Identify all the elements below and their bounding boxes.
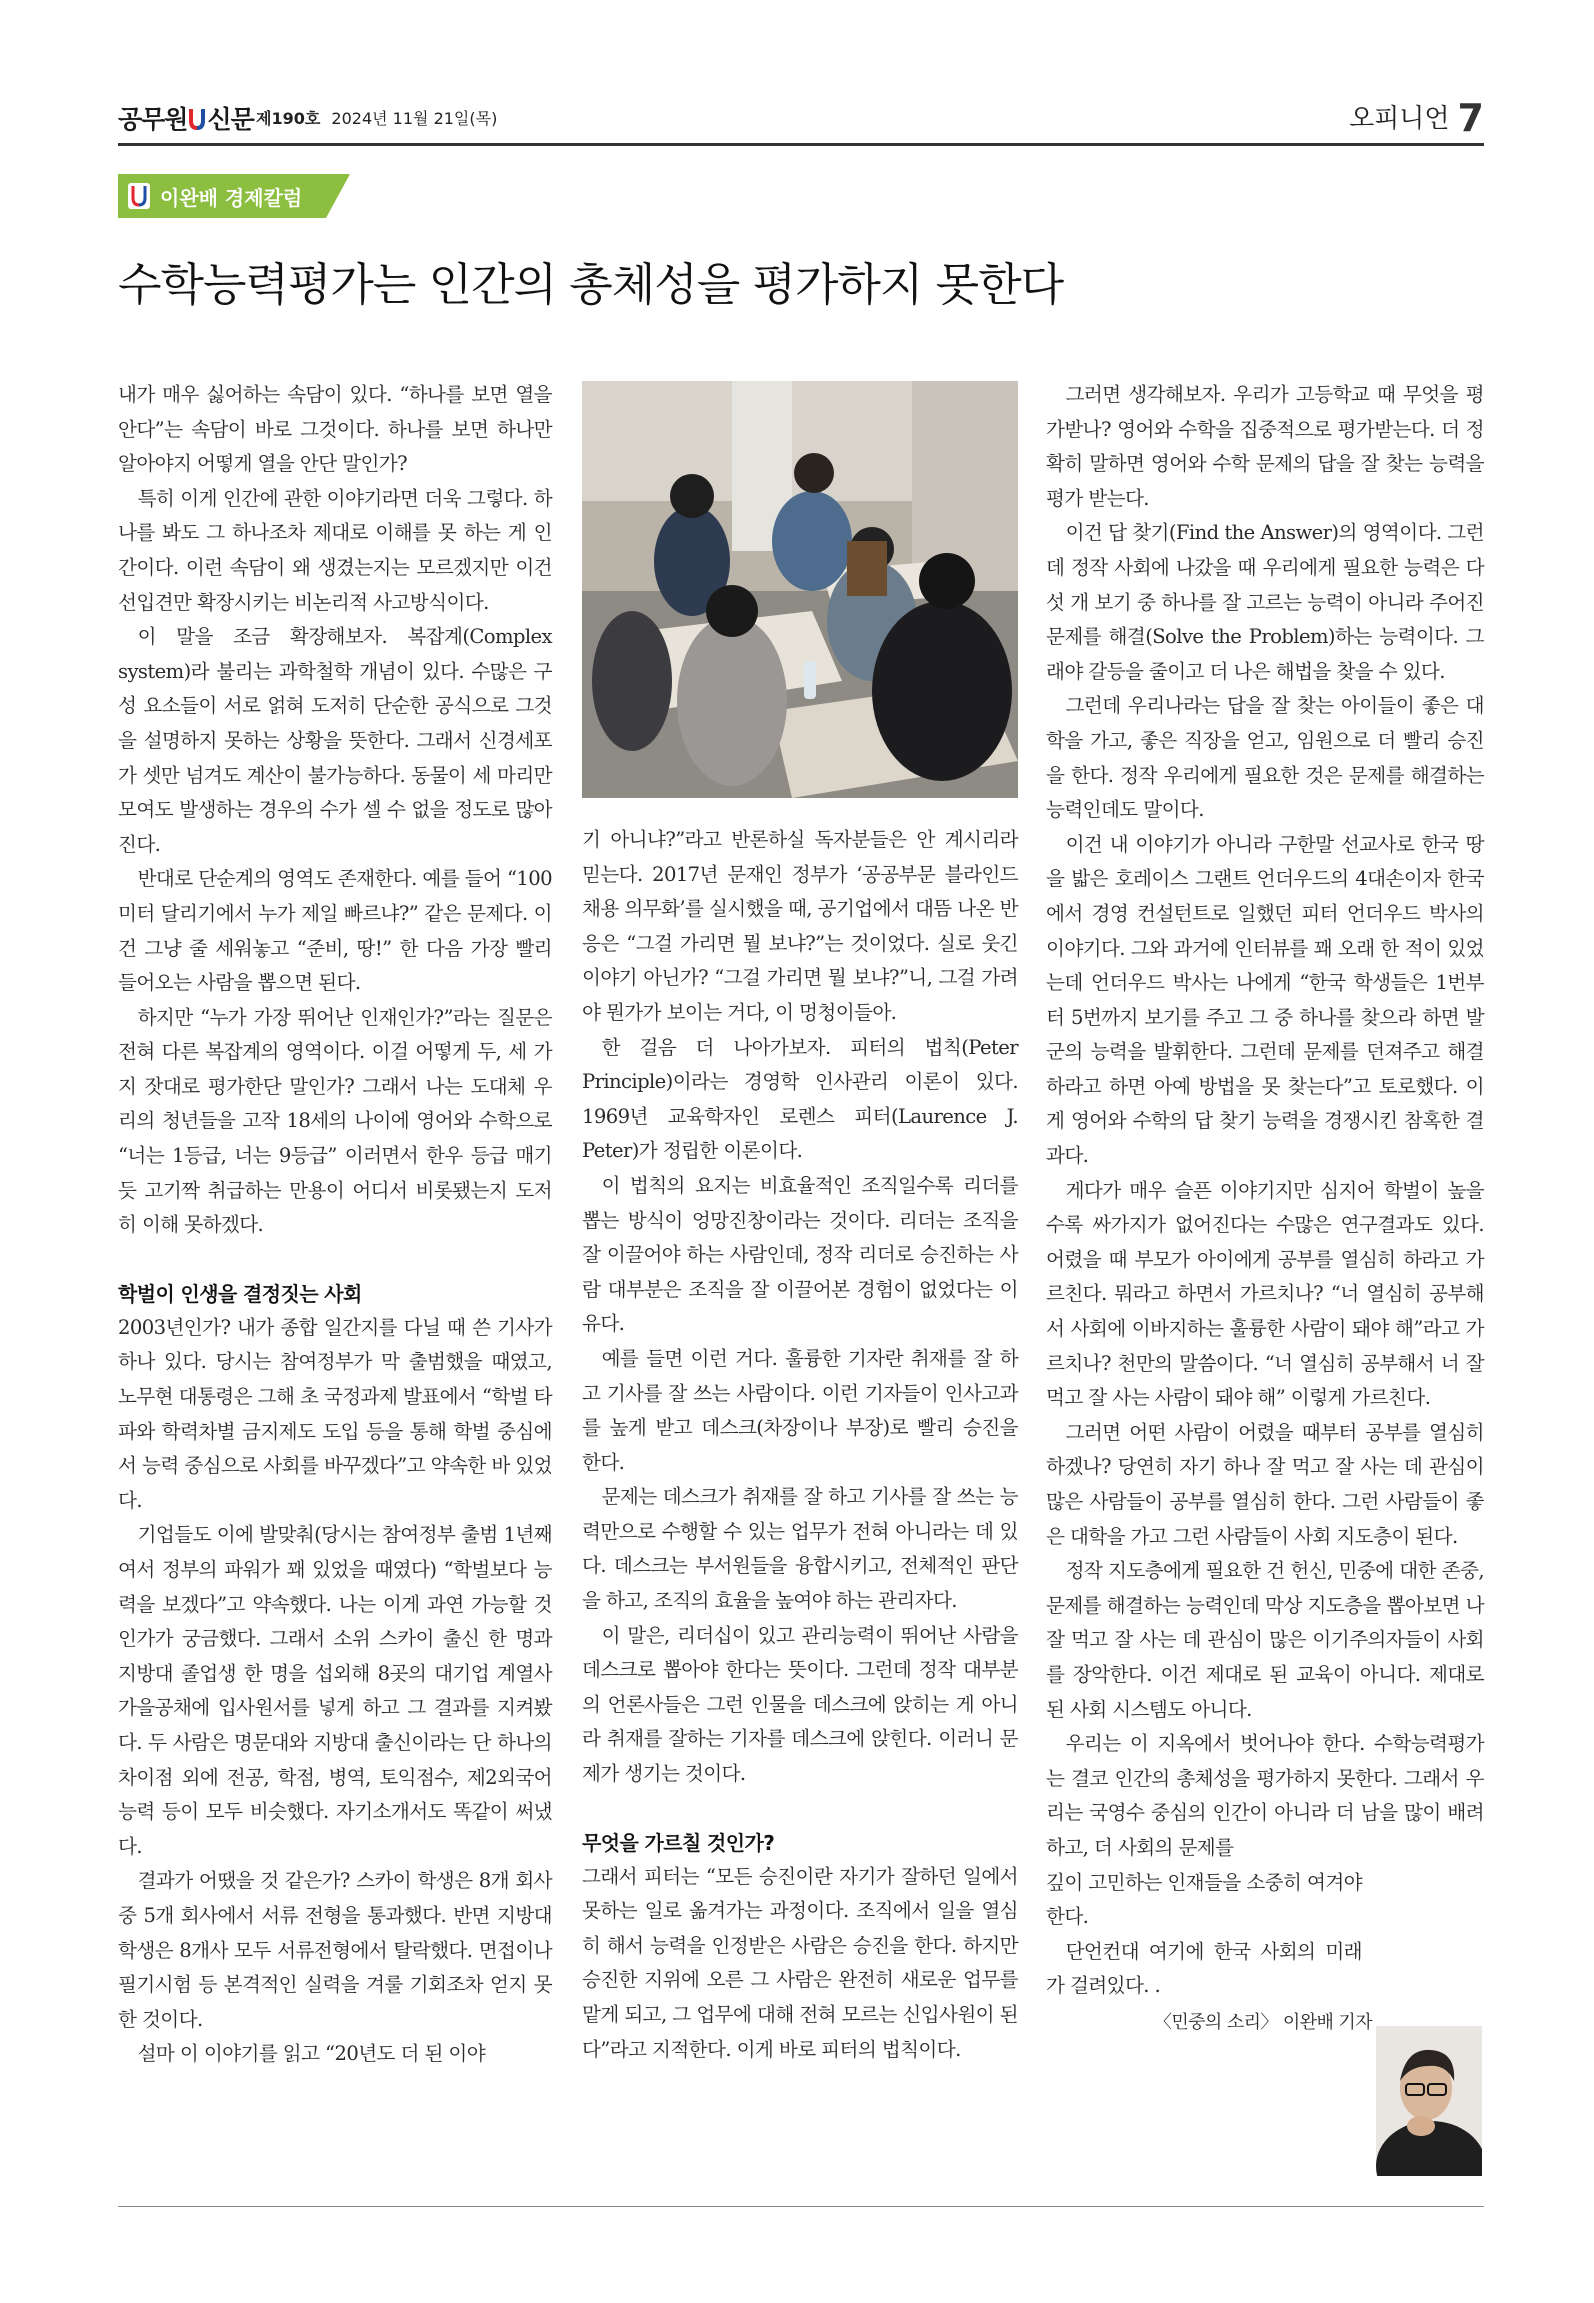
page-number: 7 (1457, 96, 1484, 140)
issue-info (256, 106, 497, 129)
section-name: 오피니언 (1349, 104, 1450, 134)
article-headline: 수학능력평가는 인간의 총체성을 평가하지 못한다 (118, 258, 1064, 311)
paragraph: 기업들도 이에 발맞춰(당시는 참여정부 출범 1년째여서 정부의 파워가 꽤 있었을 때였다) “학벌보다 능력을 보겠다”고 약속했다. 나는 이게 과연 가능할 것인가가 궁금했다. 그래서 소위 스카이 출신 한 명과 지방대 졸업생 한 명을 섭외해 8곳의 대기업 계열사 가을공채에 입사원서를 넣게 하고 그 결과를 지켜봤다. 두 사람은 명문대와 지방대 출신이라는 단 하나의 차이점 외에 전공, 학점, 병역, 토익점수, 제2외국어 능력 등이 모두 비슷했다. 자기소개서도 똑같이 써냈다. (118, 1523, 552, 1858)
masthead-rule (118, 143, 1484, 146)
paragraph: 예를 들면 이런 거다. 훌륭한 기자란 취재를 잘 하고 기사를 잘 쓰는 사람이다. 이런 기자들이 인사고과를 높게 받고 데스크(차장이나 부장)로 빨리 승진을 한다. (582, 1346, 1018, 1474)
paragraph: 그래서 피터는 “모든 승진이란 자기가 잘하던 일에서 못하는 일로 옮겨가는 과정이다. 조직에서 일을 열심히 해서 능력을 인정받은 사람은 승진을 한다. 하지만 승진한 지위에 오른 그 사람은 완전히 새로운 업무를 맡게 되고, 그 업무에 대해 전혀 모르는 신입사원이 된다”라고 지적한다. 이게 바로 피터의 법칙이다. (582, 1864, 1018, 2061)
paragraph: 그러면 생각해보자. 우리가 고등학교 때 무엇을 평가받나? 영어와 수학을 집중적으로 평가받는다. 더 정확히 말하면 영어와 수학 문제의 답을 잘 찾는 능력을 평가 받는다. (1046, 383, 1484, 510)
column-tag-label: 이완배 경제칼럼 (160, 186, 303, 210)
paragraph: 반대로 단순계의 영역도 존재한다. 예를 들어 “100미터 달리기에서 누가 제일 빠르냐?” 같은 문제다. 이건 그냥 줄 세워놓고 “준비, 땅!” 한 다음 가장 빨리 들어오는 사람을 뽑으면 된다. (118, 867, 552, 995)
paragraph: 결과가 어땠을 것 같은가? 스카이 학생은 8개 회사 중 5개 회사에서 서류 전형을 통과했다. 반면 지방대 학생은 8개사 모두 서류전형에서 탈락했다. 면접이나 필기시험 등 본격적인 실력을 겨룰 기회조차 얻지 못한 것이다. (118, 1869, 552, 2031)
newspaper-logo (118, 100, 254, 136)
paragraph: 설마 이 이야기를 읽고 “20년도 더 된 이야 (137, 2042, 486, 2066)
author-portrait (1376, 2026, 1482, 2176)
paragraph: 2003년인가? 내가 종합 일간지를 다닐 때 쓴 기사가 하나 있다. 당시는 참여정부가 막 출범했을 때였고, 노무현 대통령은 그해 초 국정과제 발표에서 “학벌 타파와 학력차별 금지제도 도입 등을 통해 학벌 중심에서 능력 중심으로 사회를 바꾸겠다”고 약속한 바 있었다. (118, 1315, 552, 1512)
paragraph: 그런데 우리나라는 답을 잘 찾는 아이들이 좋은 대학을 가고, 좋은 직장을 얻고, 임원으로 더 빨리 승진을 한다. 정작 우리에게 필요한 것은 문제를 해결하는 능력인데도 말이다. (1046, 694, 1484, 822)
paragraph: 이건 답 찾기(Find the Answer)의 영역이다. 그런데 정작 사회에 나갔을 때 우리에게 필요한 능력은 다섯 개 보기 중 하나를 잘 고르는 능력이 아니라 주어진 문제를 해결(Solve the Problem)하는 능력이다. 그래야 갈등을 줄이고 더 나은 해법을 찾을 수 있다. (1046, 521, 1484, 683)
paragraph: 게다가 매우 슬픈 이야기지만 심지어 학벌이 높을수록 싸가지가 없어진다는 수많은 연구결과도 있다. 어렸을 때 부모가 아이에게 공부를 열심히 하라고 가르친다. 뭐라고 하면서 가르치나? “너 열심히 공부해서 사회에 이바지하는 훌륭한 사람이 돼야 해”라고 가르치나? 천만의 말씀이다. “너 열심히 공부해서 너 잘 먹고 잘 사는 사람이 돼야 해” 이렇게 가르친다. (1046, 1178, 1484, 1410)
subheading: 무엇을 가르칠 것인가? (582, 1830, 775, 1855)
paragraph: 이 말은, 리더십이 있고 관리능력이 뛰어난 사람을 데스크로 뽑아야 한다는 뜻이다. 그런데 정작 대부분의 언론사들은 그런 인물을 데스크에 앉히는 게 아니라 취재를 잘하는 기자를 데스크에 앉힌다. 이러니 문제가 생기는 것이다. (582, 1623, 1018, 1786)
column-tag (118, 174, 350, 218)
logo-u-icon (189, 107, 205, 129)
paragraph: 한 걸음 더 나아가보자. 피터의 법칙(Peter Principle)이라는 경영학 인사관리 이론이 있다. 1969년 교육학자인 로렌스 피터(Laurence J. Peter)가 정립한 이론이다. (582, 1035, 1018, 1163)
paragraph: 특히 이게 인간에 관한 이야기라면 더욱 그렇다. 하나를 봐도 그 하나조차 제대로 이해를 못 하는 게 인간이다. 이런 속담이 왜 생겼는지는 모르겠지만 이건 선입견만 확장시키는 비논리적 사고방식이다. (118, 486, 552, 614)
paragraph: 이 말을 조금 확장해보자. 복잡계(Complex system)라 불리는 과학철학 개념이 있다. 수많은 구성 요소들이 서로 얽혀 도저히 단순한 공식으로 그것을 설명하지 못하는 상황을 뜻한다. 그래서 신경세포가 셋만 넘겨도 계산이 불가능하다. 동물이 세 마리만 모여도 발생하는 경우의 수가 셀 수 없을 정도로 많아진다. (118, 625, 552, 856)
issue-date: 2024년 11월 21일(목) (331, 109, 498, 128)
logo-text-right: 신문 (207, 105, 254, 134)
footer-rule (118, 2206, 1484, 2207)
paragraph: 이건 내 이야기가 아니라 구한말 선교사로 한국 땅을 밟은 호레이스 그랜트 언더우드의 4대손이자 한국에서 경영 컨설턴트로 일했던 피터 언더우드 박사의 이야기다. 그와 과거에 인터뷰를 꽤 오래 한 적이 있었는데 언더우드 박사는 나에게 “한국 학생들은 1번부터 5번까지 보기를 주고 그 중 하나를 찾으라 하면 발군의 능력을 발휘한다. 그런데 문제를 던져주고 해결하라고 하면 아예 방법을 못 찾는다”고 토로했다. 이게 영어와 수학의 답 찾기 능력을 경쟁시킨 참혹한 결과다. (1046, 832, 1484, 1168)
masthead (118, 96, 1484, 140)
issue-number: 제190호 (256, 109, 321, 128)
paragraph: 문제는 데스크가 취재를 잘 하고 기사를 잘 쓰는 능력만으로 수행할 수 있는 업무가 전혀 아니라는 데 있다. 데스크는 부서원들을 융합시키고, 전체적인 판단을 하고, 조직의 효율을 높여야 하는 관리자다. (582, 1485, 1018, 1613)
article-column-2 (582, 823, 1018, 2067)
exam-classroom-photo (582, 381, 1018, 798)
paragraph: 내가 매우 싫어하는 속담이 있다. “하나를 보면 열을 안다”는 속담이 바로 그것이다. 하나를 보면 하나만 알아야지 어떻게 열을 안단 말인가? (118, 383, 552, 476)
paragraph: 정작 지도층에게 필요한 건 헌신, 민중에 대한 존중, 문제를 해결하는 능력인데 막상 지도층을 뽑아보면 나 잘 먹고 잘 사는 데 관심이 많은 이기주의자들이 사회를 장악한다. 이건 제대로 된 교육이 아니다. 제대로 된 사회 시스템도 아니다. (1046, 1559, 1484, 1721)
author-byline: 〈민중의 소리〉 이완배 기자 (1153, 2011, 1372, 2033)
paragraph: 우리는 이 지옥에서 벗어나야 한다. 수학능력평가는 결코 인간의 총체성을 평가하지 못한다. 그래서 우리는 국영수 중심의 인간이 아니라 더 남을 많이 배려하고, 더 사회의 문제를 (1046, 1732, 1484, 1859)
paragraph: 단언컨대 여기에 한국 사회의 미래가 걸려있다. . (1046, 1939, 1362, 1998)
section-label (1349, 96, 1484, 140)
article-column-3 (1046, 378, 1484, 2041)
article-column-1 (118, 378, 552, 2072)
paragraph: 그러면 어떤 사람이 어렸을 때부터 공부를 열심히 하겠나? 당연히 자기 하나 잘 먹고 잘 사는 데 관심이 많은 사람들이 공부를 열심히 한다. 그런 사람들이 좋은 대학을 가고 그런 사람들이 사회 지도층이 된다. (1046, 1420, 1484, 1548)
paragraph: 이 법칙의 요지는 비효율적인 조직일수록 리더를 뽑는 방식이 엉망진창이라는 것이다. 리더는 조직을 잘 이끌어야 하는 사람인데, 정작 리더로 승진하는 사람 대부분은 조직을 잘 이끌어본 경험이 없었다는 이유다. (582, 1173, 1018, 1336)
paragraph: 기 아니냐?”라고 반론하실 독자분들은 안 계시리라 믿는다. 2017년 문재인 정부가 ‘공공부문 블라인드 채용 의무화’를 실시했을 때, 공기업에서 대뜸 나온 반응은 “그걸 가리면 뭘 보냐?”는 것이었다. 실로 웃긴 이야기 아닌가? “그걸 가리면 뭘 보냐?”니, 그걸 가려야 뭔가가 보이는 거다, 이 멍청이들아. (582, 828, 1018, 1024)
subheading: 학벌이 인생을 결정짓는 사회 (118, 1281, 362, 1306)
paragraph: 하지만 “누가 가장 뛰어난 인재인가?”라는 질문은 전혀 다른 복잡계의 영역이다. 이걸 어떻게 두, 세 가지 잣대로 평가한단 말인가? 그래서 나는 도대체 우리의 청년들을 고작 18세의 나이에 영어와 수학으로 “너는 1등급, 너는 9등급” 이러면서 한우 등급 매기듯 고기짝 취급하는 만용이 어디서 비롯됐는지 도저히 이해 못하겠다. (118, 1005, 552, 1237)
paragraph: 깊이 고민하는 인재들을 소중히 여겨야 한다. (1046, 1870, 1362, 1929)
logo-text-left: 공무원 (118, 105, 188, 134)
